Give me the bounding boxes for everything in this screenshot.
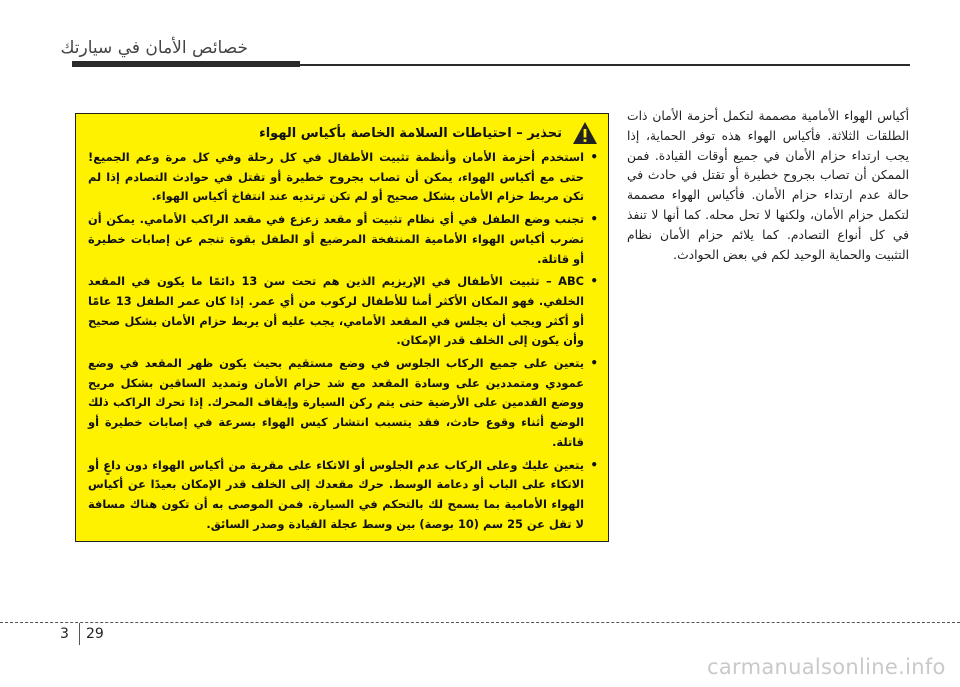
warning-triangle-icon [572,121,598,145]
warning-item: • يتعين عليك وعلى الركاب عدم الجلوس أو الاتكاء على مقربة من أكياس الهواء دون داعٍ أو الاتكاء على الباب أو دعامة الوسط. حرك مقعدك إلى الخلف قدر الإمكان بعيدًا عن أكياس الهواء الأمامية بما يسمح لك بالتحكم في السيارة. فمن الموصى به أن تكون هناك مسافة لا تقل عن 25 سم (10 بوصة) بين وسط عجلة القيادة وصدر السائق. [88,456,598,535]
page-number: 29 [86,626,104,642]
warning-header [88,120,598,146]
warning-item: • تجنب وضع الطفل في أي نظام تثبيت أو مقعد زعزع في مقعد الراكب الأمامي. يمكن أن تضرب أكياس الهواء الأمامية المنتفخة المرضيع أو الطفل بقوة تنجم عن إصابات خطيرة أو قاتلة. [88,210,598,269]
site-watermark: carmanualsonline.info [707,655,946,679]
warning-list [88,148,598,534]
chapter-number: 3 [60,626,69,642]
footer-divider [79,623,80,645]
warning-item: • استخدم أحزمة الأمان وأنظمة تثبيت الأطفال في كل رحلة وفي كل مرة وعم الجميع! حتى مع أكياس الهواء، يمكن أن تصاب بجروح خطيرة أو تقتل في حوادث التصادم إذا لم تكن مربط حزام الأمان بشكل صحيح أو لم تكن ترتديه عند انتفاخ أكياس الهواء. [88,148,598,207]
warning-title: تحذير – احتياطات السلامة الخاصة بأكياس الهواء [259,125,562,141]
footer-dashed-rule [0,622,960,623]
warning-item: • يتعين على جميع الركاب الجلوس في وضع مستقيم بحيث يكون ظهر المقعد في وضع عمودي ومتمددين على وسادة المقعد مع شد حزام الأمان وتمديد الساقين بشكل مريح ووضع القدمين على الأرضية حتى يتم ركن السيارة وإيقاف المحرك. إذا تحرك الراكب ذلك الوضع أثناء وقوع حادث، فقد يتسبب انتشار كيس الهواء بسرعة في إصابات خطيرة أو قاتلة. [88,354,598,453]
chapter-header-title: خصائص الأمان في سيارتك [60,38,248,58]
warning-box [75,113,609,542]
body-paragraph: أكياس الهواء الأمامية مصممة لتكمل أحزمة الأمان ذات الطلقات الثلاثة. فأكياس الهواء هذه توفر الحماية، إذا يجب ارتداء حزام الأمان في جميع أوقات القيادة. فمن الممكن أن تصاب بجروح خطيرة أو تقتل في حادث في حالة عدم ارتداء حزام الأمان. فأكياس الهواء مصممة لتكمل حزام الأمان، ولكنها لا تحل محله. كما أنها لا تنفذ في كل أنواع التصادم. كما يلائم حزام الأمان نظام التثبيت والحماية الوحيد لكم في بعض الحوادث. [627,109,909,262]
header-rule-thick [72,61,300,67]
warning-item: • ABC – تثبيت الأطفال في الإريزيم الذين هم تحت سن 13 دائمًا ما يكون في المقعد الخلفي. فهو المكان الأكثر أمنا للأطفال لركوب من أي عمر. إذا كان عمر الطفل 13 عامًا أو أكثر ويجب أن يجلس في المقعد الأمامي، يجب عليه أن يربط حزام الأمان بشكل صحيح وأن يكون إلى الخلف قدر الإمكان. [88,272,598,351]
header-rule-thin [300,64,910,66]
